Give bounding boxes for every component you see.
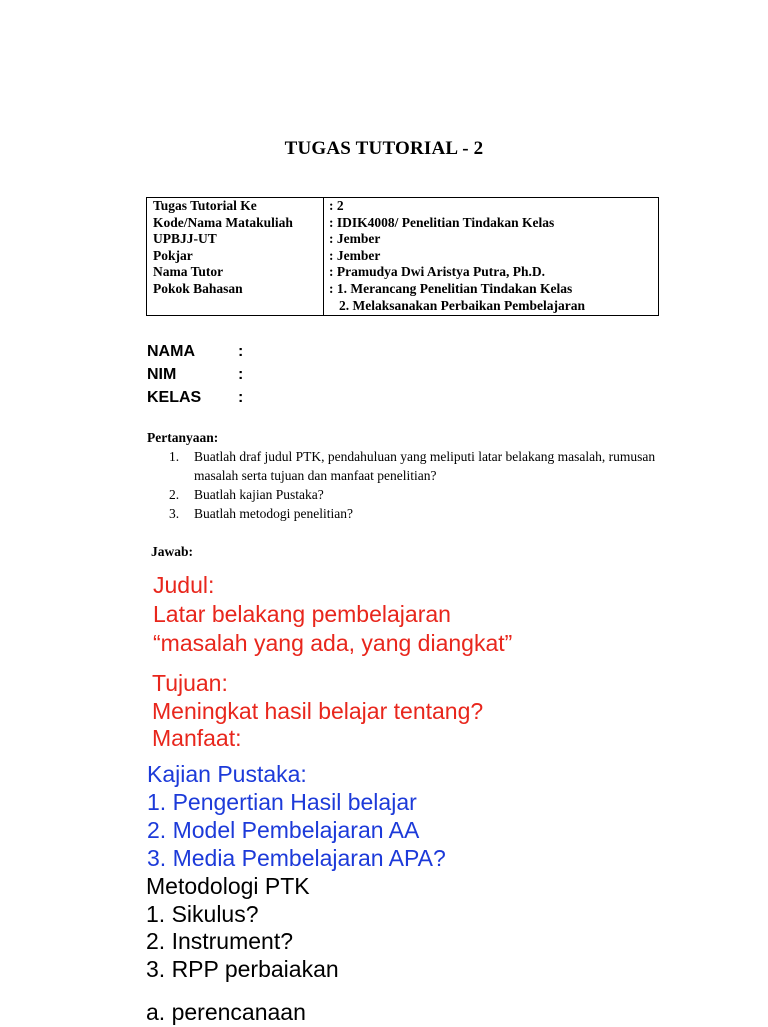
answer-line: 1. Pengertian Hasil belajar [147, 789, 417, 815]
table-label: Kode/Nama Matakuliah [153, 214, 293, 230]
answer-line: Tujuan: [152, 670, 228, 696]
item-number: 1. [169, 449, 180, 464]
answer-line-cut: a. perencanaan [146, 999, 306, 1025]
questions-section [147, 428, 667, 523]
name-field [147, 340, 244, 363]
field-colon: : [238, 389, 244, 406]
table-label: UPBJJ-UT [153, 231, 217, 247]
answer-kajian-block [147, 760, 446, 872]
table-label: Tugas Tutorial Ke [153, 198, 257, 213]
info-table [146, 197, 659, 316]
field-colon: : [238, 343, 244, 360]
field-label: KELAS [147, 389, 202, 406]
table-value: : 1. Merancang Penelitian Tindakan Kelas [329, 280, 573, 296]
answer-tujuan-block [152, 670, 483, 753]
field-colon: : [238, 366, 244, 383]
table-value: : Jember [329, 231, 381, 247]
list-item [147, 447, 667, 485]
answer-line: Manfaat: [152, 725, 242, 751]
nim-field [147, 363, 244, 386]
table-values-column [329, 198, 585, 314]
answer-line: 2. Model Pembelajaran AA [147, 817, 420, 843]
page-title: TUGAS TUTORIAL - 2 [284, 138, 484, 159]
item-text: Buatlah metodogi penelitian? [194, 506, 353, 521]
answer-metode-block [146, 873, 339, 1027]
table-value: : IDIK4008/ Penelitian Tindakan Kelas [329, 214, 555, 230]
table-value: : 2 [329, 198, 344, 213]
answer-line: Judul: [153, 572, 215, 598]
answer-line: “masalah yang ada, yang diangkat” [153, 630, 513, 656]
field-label: NAMA [147, 343, 195, 360]
answer-line: Latar belakang pembelajaran [153, 601, 451, 627]
answer-line: Kajian Pustaka: [147, 761, 307, 787]
table-value: : Pramudya Dwi Aristya Putra, Ph.D. [329, 264, 545, 280]
list-item [147, 485, 667, 504]
table-label: Pokok Bahasan [153, 280, 243, 296]
list-item [147, 504, 667, 523]
answer-line: 2. Instrument? [146, 928, 294, 954]
answer-line: 1. Sikulus? [146, 900, 259, 927]
table-labels-column [153, 198, 293, 298]
table-divider [323, 198, 324, 315]
answer-heading: Jawab: [151, 544, 194, 559]
answer-judul-block [153, 571, 512, 658]
answer-line: 3. RPP perbaiakan [146, 955, 339, 982]
table-value: : Jember [329, 247, 381, 263]
table-label: Nama Tutor [153, 264, 224, 280]
table-label: Pokjar [153, 247, 193, 263]
item-number: 3. [169, 506, 180, 521]
answer-line: Metodologi PTK [146, 873, 310, 899]
table-value: 2. Melaksanakan Perbaikan Pembelajaran [339, 297, 586, 313]
identity-fields [147, 340, 244, 409]
class-field [147, 386, 244, 409]
field-label: NIM [147, 366, 177, 383]
questions-list [147, 447, 667, 523]
questions-heading: Pertanyaan: [147, 430, 219, 445]
item-text: Buatlah kajian Pustaka? [194, 487, 324, 502]
item-number: 2. [169, 487, 180, 502]
answer-line: 3. Media Pembelajaran APA? [147, 845, 446, 871]
answer-line: Meningkat hasil belajar tentang? [152, 697, 484, 724]
item-text: Buatlah draf judul PTK, pendahuluan yang meliputi latar belakang masalah, rumusan masalah serta tujuan dan manfaat penelitian? [194, 449, 656, 483]
